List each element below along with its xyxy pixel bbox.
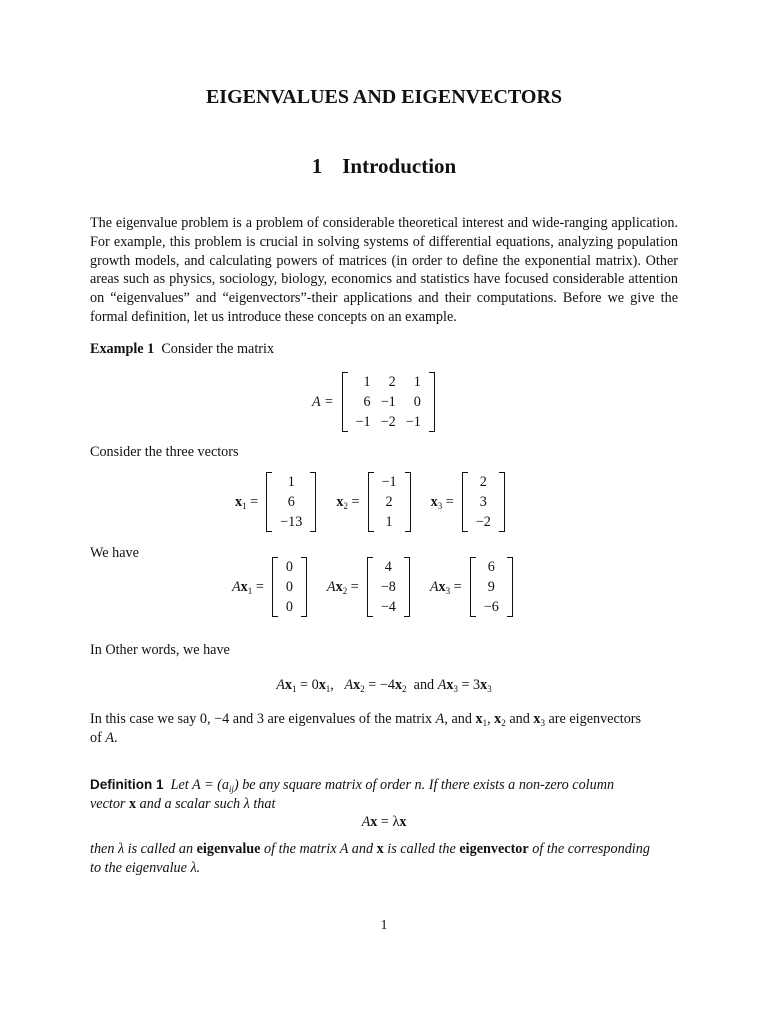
- matrix-a-cell: 1: [363, 373, 371, 390]
- product-ax3-entry: −6: [483, 598, 499, 615]
- example-heading: [90, 341, 274, 358]
- vector-label-1: $x_1$ =: [235, 493, 259, 511]
- definition-block: Definition 1 Let $A = (a_{ij})$ be any square matrix of order n. If there exists a non-zero column vector x and a scalar such λ that: [90, 777, 615, 812]
- vector-x3-entry: 3: [479, 493, 487, 510]
- eigen-relations: $Ax_1 = 0x_1$, $Ax_2 = -4x_2$ and $Ax_3 = 3x_3$: [276, 677, 492, 694]
- vector-x2-entry: −1: [381, 473, 397, 490]
- vectors-row: [235, 472, 509, 532]
- matrix-a-cell: −1: [380, 393, 396, 410]
- matrix-a-row: [351, 372, 426, 392]
- example-label: Example 1: [90, 341, 155, 357]
- matrix-a-label: A =: [312, 393, 334, 410]
- section-heading: [0, 154, 768, 179]
- product-ax1: [272, 557, 307, 617]
- definition-conclusion: then λ is called an eigenvalue of the matrix A and x is called the eigenvector of the corresponding to the eigenvalue λ.: [90, 841, 650, 876]
- vector-x1-entry: 1: [287, 473, 295, 490]
- section-number: 1: [311, 154, 323, 178]
- product-ax1-entry: 0: [285, 578, 293, 595]
- intro-paragraph: The eigenvalue problem is a problem of considerable theoretical interest and wide-ranging application. For example, this problem is crucial in solving systems of differential equations, analyzing population growth models, and calculating powers of matrices (in order to define the exponential matrix). Other areas such as physics, sociology, biology, economics and statistics have focused considerable attention on “eigenvalues” and “eigenvectors”-their applications and their computations. Before we give the formal definition, let us introduce these concepts on an example.: [90, 215, 678, 325]
- matrix-a-cell: 2: [388, 373, 396, 390]
- matrix-a-cell: 1: [413, 373, 421, 390]
- vector-x1: [266, 472, 316, 532]
- product-label-2: $Ax_2$ =: [326, 578, 359, 596]
- vector-x3-entry: 2: [479, 473, 487, 490]
- page-title: EIGENVALUES AND EIGENVECTORS: [205, 86, 563, 108]
- product-label-1: $Ax_1$ =: [232, 578, 264, 596]
- vector-x2-entry: 2: [385, 493, 393, 510]
- section-title: Introduction: [342, 154, 457, 178]
- product-ax3-entry: 9: [487, 578, 495, 595]
- matrix-a-cell: −1: [355, 413, 371, 430]
- vector-x3-entry: −2: [475, 513, 491, 530]
- vector-x1-entry: 6: [287, 493, 295, 510]
- products-row: [232, 557, 517, 617]
- page-number: 1: [380, 918, 388, 933]
- vector-x2-entry: 1: [385, 513, 393, 530]
- matrix-a: [342, 372, 435, 432]
- matrix-a-equation: [312, 372, 439, 432]
- vector-label-2: $x_2$ =: [336, 493, 360, 511]
- other-words-text: In Other words, we have: [90, 642, 230, 658]
- product-ax2-entry: −8: [380, 578, 396, 595]
- product-label-3: $Ax_3$ =: [429, 578, 462, 596]
- vector-x2: [368, 472, 411, 532]
- product-ax1-entry: 0: [285, 598, 293, 615]
- product-ax2-entry: −4: [380, 598, 396, 615]
- vectors-intro: Consider the three vectors: [90, 444, 239, 460]
- product-ax2-entry: 4: [384, 558, 392, 575]
- matrix-a-row: [351, 392, 426, 412]
- matrix-a-cell: 6: [363, 393, 371, 410]
- conclusion-paragraph: In this case we say 0, −4 and 3 are eigenvalues of the matrix A, and $x_1$, $x_2$ and $x_3$ are eigenvectors of A.: [90, 711, 642, 746]
- matrix-a-row: [351, 412, 426, 432]
- we-have-text: We have: [90, 545, 139, 561]
- product-ax3-entry: 6: [487, 558, 495, 575]
- vector-x3: [462, 472, 505, 532]
- example-text: Consider the matrix: [161, 341, 275, 357]
- matrix-a-cell: 0: [413, 393, 421, 410]
- vector-label-3: $x_3$ =: [430, 493, 454, 511]
- vector-x1-entry: −13: [280, 513, 303, 530]
- product-ax3: [470, 557, 513, 617]
- matrix-a-cell: −1: [405, 413, 421, 430]
- product-ax2: [367, 557, 410, 617]
- definition-equation: Ax = λx: [361, 814, 407, 830]
- product-ax1-entry: 0: [285, 558, 293, 575]
- definition-label: Definition 1: [90, 777, 164, 792]
- matrix-a-cell: −2: [380, 413, 396, 430]
